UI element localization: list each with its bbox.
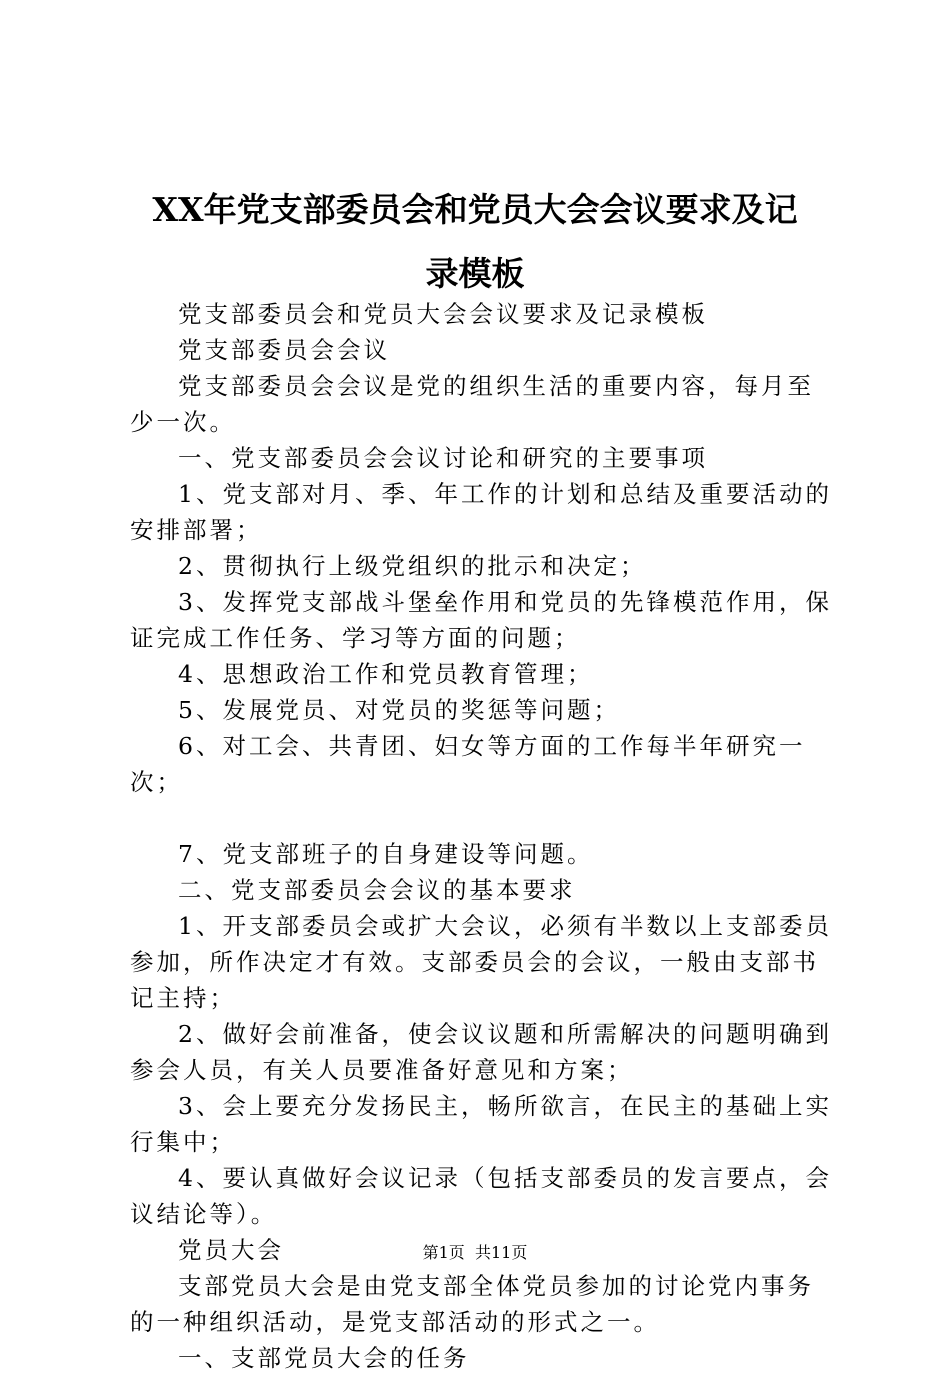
title-line-2: 录模板 (425, 254, 525, 293)
paragraph: 3、会上要充分发扬民主，畅所欲言，在民主的基础上实行集中； (130, 1092, 832, 1156)
paragraph: 2、做好会前准备，使会议议题和所需解决的问题明确到参会人员，有关人员要准备好意见和方案； (130, 1020, 832, 1084)
document-body (130, 296, 832, 1376)
paragraph: 党员大会 (178, 1236, 284, 1264)
blank-line (130, 800, 832, 836)
paragraph: 1、开支部委员会或扩大会议，必须有半数以上支部委员参加，所作决定才有效。支部委员会的会议，一般由支部书记主持； (130, 912, 832, 1012)
title-line-1: XX年党支部委员会和党员大会会议要求及记 (152, 190, 798, 229)
paragraph: 党支部委员会会议 (178, 336, 390, 364)
paragraph: 党支部委员会会议是党的组织生活的重要内容，每月至少一次。 (130, 372, 814, 436)
paragraph: 3、发挥党支部战斗堡垒作用和党员的先锋模范作用，保证完成工作任务、学习等方面的问题； (130, 588, 832, 652)
paragraph: 一、支部党员大会的任务 (178, 1344, 470, 1372)
paragraph: 2、贯彻执行上级党组织的批示和决定； (178, 552, 647, 580)
paragraph: 党支部委员会和党员大会会议要求及记录模板 (178, 300, 708, 328)
page-total: 共11页 (474, 1243, 528, 1262)
page-footer (0, 1241, 950, 1265)
paragraph: 1、党支部对月、季、年工作的计划和总结及重要活动的安排部署； (130, 480, 832, 544)
paragraph: 支部党员大会是由党支部全体党员参加的讨论党内事务的一种组织活动，是党支部活动的形式之一。 (130, 1272, 814, 1336)
paragraph: 4、思想政治工作和党员教育管理； (178, 660, 594, 688)
paragraph: 4、要认真做好会议记录（包括支部委员的发言要点，会议结论等）。 (130, 1164, 832, 1228)
document-title (120, 178, 830, 306)
paragraph: 5、发展党员、对党员的奖惩等问题； (178, 696, 620, 724)
paragraph: 一、党支部委员会会议讨论和研究的主要事项 (178, 444, 708, 472)
paragraph: 7、党支部班子的自身建设等问题。 (178, 840, 594, 868)
page-number: 第1页 (422, 1243, 465, 1262)
paragraph: 二、党支部委员会会议的基本要求 (178, 876, 576, 904)
paragraph: 6、对工会、共青团、妇女等方面的工作每半年研究一次； (130, 732, 806, 796)
